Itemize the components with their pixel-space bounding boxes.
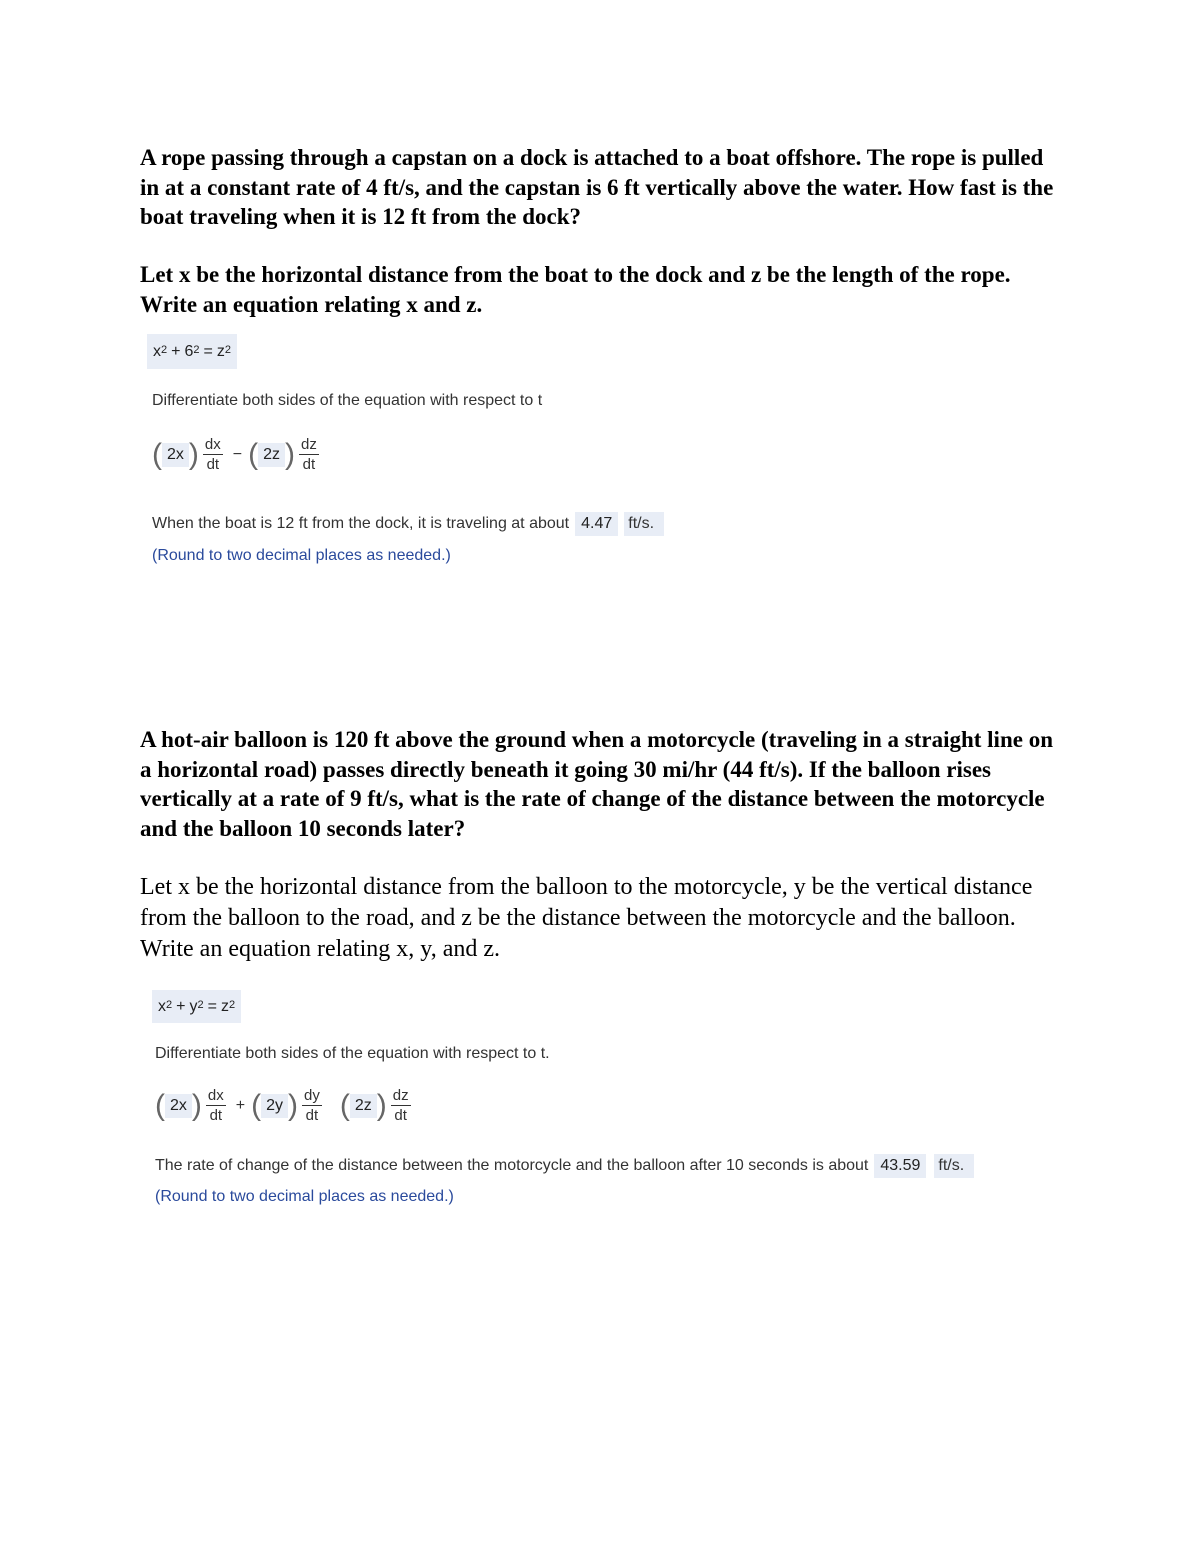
p1-frac-dxdt: $\frac{dx}{dt}$ [204, 436, 221, 474]
p2-coef-2z-input[interactable]: 2z [350, 1094, 377, 1118]
problem2-statement: A hot-air balloon is 120 ft above the ground when a motorcycle (traveling in a straight line on a horizontal road) passes directly beneath it going 30 mi/hr (44 ft/s). If the balloon rises vertically at a rate of 9 ft/s, what is the rate of change of the distance between the motorcycle and the balloon 10 seconds later? [140, 727, 1053, 841]
eq1-term-z: z [216, 342, 225, 360]
eq2-term-y: y [189, 997, 198, 1015]
problem2-equation-answer[interactable]: x $^2$ + y $^2$ = z $^2$ [152, 990, 241, 1023]
p1-answer-input[interactable]: 4.47 [575, 512, 618, 536]
p1-coef-2z-input[interactable]: 2z [258, 443, 285, 467]
eq1-term-6: 6 [184, 342, 194, 360]
p1-frac-dzdt: $\frac{dz}{dt}$ [301, 436, 317, 474]
problem1-derivative: ( 2x ) $\frac{dx}{dt}$ − ( 2z ) $\frac{dz}{dt}$ [152, 436, 317, 474]
problem2-note: (Round to two decimal places as needed.) [155, 1188, 454, 1205]
problem1-instruction: Differentiate both sides of the equation with respect to t [152, 392, 543, 409]
p1-operator: − [232, 445, 243, 463]
problem1-question: Let x be the horizontal distance from the boat to the dock and z be the length of the rope. Write an equation relating x and z. [140, 262, 1011, 317]
p1-unit: ft/s. [624, 512, 664, 536]
p1-result-text: When the boat is 12 ft from the dock, it is traveling at about [152, 515, 570, 532]
eq2-term-z: z [220, 997, 229, 1015]
p2-frac-dxdt: $\frac{dx}{dt}$ [207, 1087, 224, 1125]
problem2-instruction: Differentiate both sides of the equation with respect to t. [155, 1045, 550, 1062]
problem2-result [155, 1154, 974, 1178]
p2-frac-dzdt: $\frac{dz}{dt}$ [392, 1087, 409, 1125]
problem1-note: (Round to two decimal places as needed.) [152, 547, 451, 564]
p2-coef-2y-input[interactable]: 2y [261, 1094, 288, 1118]
eq1-term-x: x [153, 342, 161, 360]
problem1-result [152, 512, 664, 536]
eq2-term-x: x [158, 997, 166, 1015]
p2-unit: ft/s. [934, 1154, 974, 1178]
problem2-derivative: ( 2x ) $\frac{dx}{dt}$ + ( 2y ) $\frac{dy}{dt}$ ( 2z ) $\frac{dz}{dt}$ [155, 1087, 409, 1125]
problem1-statement: A rope passing through a capstan on a dock is attached to a boat offshore. The rope is pulled in at a constant rate of 4 ft/s, and the capstan is 6 ft vertically above the water. How fast is the boat traveling when it is 12 ft from the dock? [140, 145, 1054, 229]
p2-result-text: The rate of change of the distance between the motorcycle and the balloon after 10 seconds is about [155, 1157, 869, 1174]
p2-frac-dydt: $\frac{dy}{dt}$ [304, 1087, 320, 1125]
problem1-equation-answer[interactable]: x $^2$ + 6 $^2$ = z $^2$ [147, 334, 237, 369]
p1-coef-2x-input[interactable]: 2x [162, 443, 189, 467]
p2-coef-2x-input[interactable]: 2x [165, 1094, 192, 1118]
p2-answer-input[interactable]: 43.59 [874, 1154, 926, 1178]
problem2-question: Let x be the horizontal distance from the balloon to the motorcycle, y be the vertical distance from the balloon to the road, and z be the distance between the motorcycle and the balloon. Write an equation relating x, y, and z. [140, 874, 1033, 962]
p2-operator: + [235, 1096, 246, 1114]
